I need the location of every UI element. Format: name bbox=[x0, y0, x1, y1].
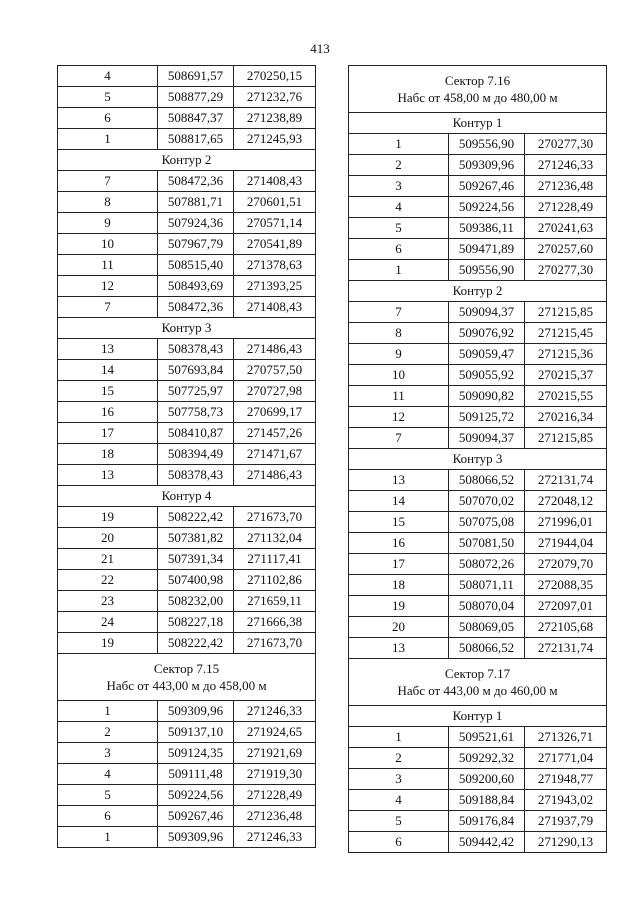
point-number: 4 bbox=[349, 197, 449, 218]
point-number: 3 bbox=[349, 769, 449, 790]
point-number: 4 bbox=[58, 764, 158, 785]
table-row bbox=[58, 827, 316, 848]
point-number: 13 bbox=[58, 339, 158, 360]
coordinate-x: 509094,37 bbox=[449, 302, 525, 323]
sector-header bbox=[349, 659, 607, 706]
table-row bbox=[58, 171, 316, 192]
table-row bbox=[349, 197, 607, 218]
coordinate-x: 509267,46 bbox=[158, 806, 234, 827]
coordinate-y: 270727,98 bbox=[234, 381, 316, 402]
coordinate-x: 508493,69 bbox=[158, 276, 234, 297]
table-row bbox=[349, 727, 607, 748]
coordinate-y: 270215,55 bbox=[525, 386, 607, 407]
table-row bbox=[349, 365, 607, 386]
point-number: 5 bbox=[58, 785, 158, 806]
point-number: 1 bbox=[349, 727, 449, 748]
table-row bbox=[349, 155, 607, 176]
coordinate-y: 270541,89 bbox=[234, 234, 316, 255]
table-row bbox=[58, 423, 316, 444]
coordinate-y: 271117,41 bbox=[234, 549, 316, 570]
coordinate-x: 508817,65 bbox=[158, 129, 234, 150]
coordinate-y: 271246,33 bbox=[234, 701, 316, 722]
coordinate-x: 507758,73 bbox=[158, 402, 234, 423]
coordinate-y: 271215,85 bbox=[525, 302, 607, 323]
coordinate-y: 271238,89 bbox=[234, 108, 316, 129]
sector-header bbox=[58, 654, 316, 701]
table-row bbox=[349, 470, 607, 491]
coordinate-x: 507924,36 bbox=[158, 213, 234, 234]
coordinate-x: 507391,34 bbox=[158, 549, 234, 570]
table-row bbox=[349, 428, 607, 449]
coordinate-y: 271246,33 bbox=[525, 155, 607, 176]
coordinate-y: 271236,48 bbox=[234, 806, 316, 827]
coordinate-x: 508227,18 bbox=[158, 612, 234, 633]
table-row bbox=[58, 339, 316, 360]
table-row bbox=[58, 255, 316, 276]
coordinate-y: 271771,04 bbox=[525, 748, 607, 769]
coordinate-y: 270250,15 bbox=[234, 66, 316, 87]
coordinate-x: 509090,82 bbox=[449, 386, 525, 407]
table-row bbox=[349, 134, 607, 155]
coordinate-x: 508222,42 bbox=[158, 633, 234, 654]
contour-header-row bbox=[349, 281, 607, 302]
table-row bbox=[349, 218, 607, 239]
point-number: 21 bbox=[58, 549, 158, 570]
coordinate-x: 509111,48 bbox=[158, 764, 234, 785]
table-row bbox=[58, 213, 316, 234]
coordinate-x: 509442,42 bbox=[449, 832, 525, 853]
coordinate-x: 509188,84 bbox=[449, 790, 525, 811]
point-number: 6 bbox=[349, 832, 449, 853]
coordinate-y: 271457,26 bbox=[234, 423, 316, 444]
table-row bbox=[58, 192, 316, 213]
coordinate-y: 272079,70 bbox=[525, 554, 607, 575]
table-row bbox=[349, 638, 607, 659]
table-row bbox=[349, 323, 607, 344]
point-number: 20 bbox=[58, 528, 158, 549]
contour-header-row bbox=[349, 706, 607, 727]
point-number: 10 bbox=[349, 365, 449, 386]
coordinate-x: 509556,90 bbox=[449, 260, 525, 281]
coordinate-x: 509309,96 bbox=[449, 155, 525, 176]
point-number: 5 bbox=[349, 218, 449, 239]
sector-height-range: Набс от 458,00 м до 480,00 м bbox=[397, 90, 558, 105]
coordinate-x: 507400,98 bbox=[158, 570, 234, 591]
point-number: 7 bbox=[349, 428, 449, 449]
table-row bbox=[58, 633, 316, 654]
table-row bbox=[349, 176, 607, 197]
table-row bbox=[58, 549, 316, 570]
point-number: 11 bbox=[349, 386, 449, 407]
coordinate-y: 271215,45 bbox=[525, 323, 607, 344]
table-row bbox=[58, 722, 316, 743]
coordinate-y: 271102,86 bbox=[234, 570, 316, 591]
coordinate-y: 271996,01 bbox=[525, 512, 607, 533]
point-number: 10 bbox=[58, 234, 158, 255]
point-number: 19 bbox=[349, 596, 449, 617]
coordinate-x: 508222,42 bbox=[158, 507, 234, 528]
sector-height-range: Набс от 443,00 м до 460,00 м bbox=[397, 683, 558, 698]
sector-title: Сектор 7.15 bbox=[153, 661, 220, 676]
coordinate-y: 271215,36 bbox=[525, 344, 607, 365]
coordinate-y: 271948,77 bbox=[525, 769, 607, 790]
coordinate-y: 270277,30 bbox=[525, 134, 607, 155]
coordinate-y: 271393,25 bbox=[234, 276, 316, 297]
table-row bbox=[58, 129, 316, 150]
point-number: 4 bbox=[349, 790, 449, 811]
point-number: 1 bbox=[349, 260, 449, 281]
table-row bbox=[58, 66, 316, 87]
table-row bbox=[349, 302, 607, 323]
table-row bbox=[58, 444, 316, 465]
point-number: 3 bbox=[58, 743, 158, 764]
table-row bbox=[349, 575, 607, 596]
coordinate-x: 508410,87 bbox=[158, 423, 234, 444]
coordinate-x: 508378,43 bbox=[158, 465, 234, 486]
table-row bbox=[58, 465, 316, 486]
point-number: 16 bbox=[58, 402, 158, 423]
point-number: 5 bbox=[58, 87, 158, 108]
sector-height-range: Набс от 443,00 м до 458,00 м bbox=[106, 678, 267, 693]
table-row bbox=[58, 276, 316, 297]
coordinate-y: 272088,35 bbox=[525, 575, 607, 596]
point-number: 19 bbox=[58, 507, 158, 528]
point-number: 14 bbox=[58, 360, 158, 381]
point-number: 15 bbox=[58, 381, 158, 402]
coordinate-x: 509556,90 bbox=[449, 134, 525, 155]
point-number: 6 bbox=[58, 108, 158, 129]
contour-header-row bbox=[58, 486, 316, 507]
coordinate-x: 508071,11 bbox=[449, 575, 525, 596]
coordinate-x: 508394,49 bbox=[158, 444, 234, 465]
table-row bbox=[349, 748, 607, 769]
coordinate-x: 509125,72 bbox=[449, 407, 525, 428]
coordinate-x: 508066,52 bbox=[449, 470, 525, 491]
point-number: 12 bbox=[58, 276, 158, 297]
point-number: 18 bbox=[58, 444, 158, 465]
table-row bbox=[58, 381, 316, 402]
table-row bbox=[349, 617, 607, 638]
sector-header-row bbox=[349, 659, 607, 706]
table-row bbox=[349, 386, 607, 407]
table-row bbox=[349, 407, 607, 428]
coordinate-x: 509059,47 bbox=[449, 344, 525, 365]
coordinate-y: 271659,11 bbox=[234, 591, 316, 612]
coordinate-y: 271290,13 bbox=[525, 832, 607, 853]
coordinate-x: 508847,37 bbox=[158, 108, 234, 129]
contour-header: Контур 4 bbox=[58, 486, 316, 507]
page-number: 413 bbox=[310, 41, 330, 56]
coordinate-x: 509292,32 bbox=[449, 748, 525, 769]
coordinate-y: 271486,43 bbox=[234, 465, 316, 486]
coordinate-y: 271919,30 bbox=[234, 764, 316, 785]
contour-header: Контур 3 bbox=[58, 318, 316, 339]
table-row bbox=[58, 507, 316, 528]
table-row bbox=[349, 790, 607, 811]
coordinate-y: 270216,34 bbox=[525, 407, 607, 428]
table-row bbox=[349, 512, 607, 533]
point-number: 2 bbox=[58, 722, 158, 743]
coordinate-y: 271236,48 bbox=[525, 176, 607, 197]
point-number: 12 bbox=[349, 407, 449, 428]
point-number: 1 bbox=[58, 827, 158, 848]
point-number: 9 bbox=[58, 213, 158, 234]
table-row bbox=[58, 528, 316, 549]
table-row bbox=[349, 239, 607, 260]
coordinate-y: 271246,33 bbox=[234, 827, 316, 848]
coordinate-x: 509055,92 bbox=[449, 365, 525, 386]
coordinate-y: 271471,67 bbox=[234, 444, 316, 465]
coordinate-y: 270601,51 bbox=[234, 192, 316, 213]
point-number: 15 bbox=[349, 512, 449, 533]
sector-header-row bbox=[349, 66, 607, 113]
point-number: 14 bbox=[349, 491, 449, 512]
table-row bbox=[349, 769, 607, 790]
point-number: 1 bbox=[58, 129, 158, 150]
table-row bbox=[349, 832, 607, 853]
point-number: 17 bbox=[58, 423, 158, 444]
table-row bbox=[349, 491, 607, 512]
point-number: 11 bbox=[58, 255, 158, 276]
coordinate-y: 271326,71 bbox=[525, 727, 607, 748]
coordinate-x: 509124,35 bbox=[158, 743, 234, 764]
coordinate-y: 270277,30 bbox=[525, 260, 607, 281]
sector-title: Сектор 7.16 bbox=[444, 73, 511, 88]
coordinate-x: 508066,52 bbox=[449, 638, 525, 659]
coordinate-y: 271486,43 bbox=[234, 339, 316, 360]
table-row bbox=[58, 108, 316, 129]
point-number: 13 bbox=[349, 638, 449, 659]
coordinate-x: 509521,61 bbox=[449, 727, 525, 748]
coordinate-y: 270215,37 bbox=[525, 365, 607, 386]
coordinate-x: 509094,37 bbox=[449, 428, 525, 449]
point-number: 23 bbox=[58, 591, 158, 612]
sector-header-row bbox=[58, 654, 316, 701]
coordinate-y: 271666,38 bbox=[234, 612, 316, 633]
coordinate-y: 272131,74 bbox=[525, 470, 607, 491]
coordinate-y: 271245,93 bbox=[234, 129, 316, 150]
coordinate-x: 508232,00 bbox=[158, 591, 234, 612]
contour-header: Контур 2 bbox=[349, 281, 607, 302]
point-number: 5 bbox=[349, 811, 449, 832]
coordinate-y: 270571,14 bbox=[234, 213, 316, 234]
point-number: 20 bbox=[349, 617, 449, 638]
coordinate-x: 507967,79 bbox=[158, 234, 234, 255]
point-number: 22 bbox=[58, 570, 158, 591]
contour-header-row bbox=[349, 449, 607, 470]
coordinate-x: 509309,96 bbox=[158, 827, 234, 848]
contour-header: Контур 2 bbox=[58, 150, 316, 171]
point-number: 9 bbox=[349, 344, 449, 365]
coordinate-x: 509076,92 bbox=[449, 323, 525, 344]
table-row bbox=[58, 785, 316, 806]
sector-header bbox=[349, 66, 607, 113]
point-number: 17 bbox=[349, 554, 449, 575]
coordinate-x: 507075,08 bbox=[449, 512, 525, 533]
coordinate-y: 272105,68 bbox=[525, 617, 607, 638]
point-number: 19 bbox=[58, 633, 158, 654]
coordinate-y: 271228,49 bbox=[525, 197, 607, 218]
table-row bbox=[349, 811, 607, 832]
point-number: 6 bbox=[349, 239, 449, 260]
coordinates-table-left bbox=[57, 65, 316, 848]
coordinate-x: 508515,40 bbox=[158, 255, 234, 276]
point-number: 3 bbox=[349, 176, 449, 197]
sector-title: Сектор 7.17 bbox=[444, 666, 511, 681]
coordinate-x: 509309,96 bbox=[158, 701, 234, 722]
coordinate-x: 508069,05 bbox=[449, 617, 525, 638]
coordinate-x: 509176,84 bbox=[449, 811, 525, 832]
coordinate-y: 271408,43 bbox=[234, 171, 316, 192]
point-number: 13 bbox=[349, 470, 449, 491]
table-row bbox=[58, 402, 316, 423]
coordinate-x: 507693,84 bbox=[158, 360, 234, 381]
coordinate-y: 270699,17 bbox=[234, 402, 316, 423]
coordinate-x: 507070,02 bbox=[449, 491, 525, 512]
coordinate-y: 270241,63 bbox=[525, 218, 607, 239]
coordinate-x: 509137,10 bbox=[158, 722, 234, 743]
coordinates-table-right bbox=[348, 65, 607, 853]
coordinate-x: 508378,43 bbox=[158, 339, 234, 360]
contour-header-row bbox=[58, 150, 316, 171]
coordinate-y: 271943,02 bbox=[525, 790, 607, 811]
coordinate-y: 271924,65 bbox=[234, 722, 316, 743]
coordinate-x: 509224,56 bbox=[449, 197, 525, 218]
point-number: 13 bbox=[58, 465, 158, 486]
table-row bbox=[58, 764, 316, 785]
coordinate-x: 509224,56 bbox=[158, 785, 234, 806]
coordinate-y: 271228,49 bbox=[234, 785, 316, 806]
coordinate-y: 271673,70 bbox=[234, 507, 316, 528]
table-row bbox=[58, 591, 316, 612]
table-row bbox=[349, 533, 607, 554]
point-number: 8 bbox=[349, 323, 449, 344]
coordinate-y: 271132,04 bbox=[234, 528, 316, 549]
table-row bbox=[349, 344, 607, 365]
coordinate-x: 508472,36 bbox=[158, 171, 234, 192]
point-number: 16 bbox=[349, 533, 449, 554]
coordinate-y: 271944,04 bbox=[525, 533, 607, 554]
table-row bbox=[349, 260, 607, 281]
point-number: 8 bbox=[58, 192, 158, 213]
point-number: 18 bbox=[349, 575, 449, 596]
coordinate-x: 507381,82 bbox=[158, 528, 234, 549]
coordinate-x: 508691,57 bbox=[158, 66, 234, 87]
point-number: 1 bbox=[349, 134, 449, 155]
coordinate-y: 270757,50 bbox=[234, 360, 316, 381]
contour-header: Контур 1 bbox=[349, 113, 607, 134]
table-row bbox=[349, 554, 607, 575]
coordinate-y: 271215,85 bbox=[525, 428, 607, 449]
coordinate-x: 509200,60 bbox=[449, 769, 525, 790]
coordinate-y: 271673,70 bbox=[234, 633, 316, 654]
point-number: 2 bbox=[349, 155, 449, 176]
table-row bbox=[58, 234, 316, 255]
contour-header-row bbox=[349, 113, 607, 134]
table-row bbox=[58, 297, 316, 318]
coordinate-x: 509386,11 bbox=[449, 218, 525, 239]
coordinate-x: 508072,26 bbox=[449, 554, 525, 575]
point-number: 4 bbox=[58, 66, 158, 87]
coordinate-x: 508472,36 bbox=[158, 297, 234, 318]
table-row bbox=[58, 701, 316, 722]
point-number: 2 bbox=[349, 748, 449, 769]
point-number: 24 bbox=[58, 612, 158, 633]
coordinate-x: 508877,29 bbox=[158, 87, 234, 108]
point-number: 7 bbox=[349, 302, 449, 323]
coordinate-y: 272048,12 bbox=[525, 491, 607, 512]
coordinate-y: 271408,43 bbox=[234, 297, 316, 318]
point-number: 6 bbox=[58, 806, 158, 827]
table-row bbox=[349, 596, 607, 617]
coordinate-x: 508070,04 bbox=[449, 596, 525, 617]
table-row bbox=[58, 87, 316, 108]
contour-header: Контур 1 bbox=[349, 706, 607, 727]
coordinate-y: 271232,76 bbox=[234, 87, 316, 108]
coordinate-x: 507881,71 bbox=[158, 192, 234, 213]
point-number: 1 bbox=[58, 701, 158, 722]
coordinate-y: 271937,79 bbox=[525, 811, 607, 832]
table-row bbox=[58, 570, 316, 591]
coordinate-y: 272097,01 bbox=[525, 596, 607, 617]
coordinate-y: 270257,60 bbox=[525, 239, 607, 260]
table-row bbox=[58, 612, 316, 633]
coordinate-x: 509471,89 bbox=[449, 239, 525, 260]
point-number: 7 bbox=[58, 171, 158, 192]
coordinate-y: 271921,69 bbox=[234, 743, 316, 764]
table-row bbox=[58, 743, 316, 764]
contour-header-row bbox=[58, 318, 316, 339]
table-row bbox=[58, 360, 316, 381]
coordinate-x: 507725,97 bbox=[158, 381, 234, 402]
table-row bbox=[58, 806, 316, 827]
point-number: 7 bbox=[58, 297, 158, 318]
coordinate-y: 271378,63 bbox=[234, 255, 316, 276]
coordinate-y: 272131,74 bbox=[525, 638, 607, 659]
coordinate-x: 509267,46 bbox=[449, 176, 525, 197]
contour-header: Контур 3 bbox=[349, 449, 607, 470]
coordinate-x: 507081,50 bbox=[449, 533, 525, 554]
